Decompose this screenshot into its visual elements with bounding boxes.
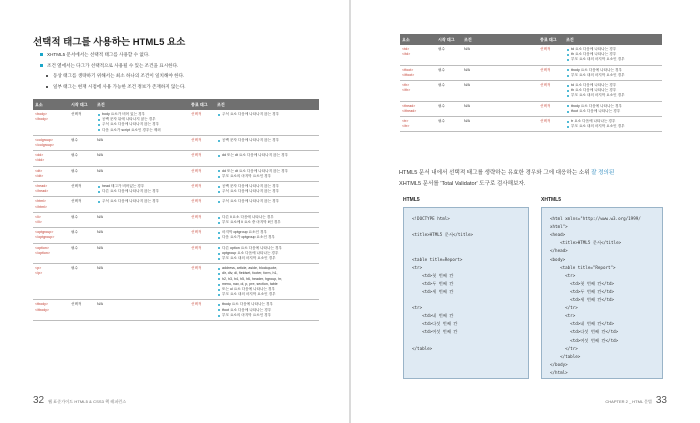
element-tag-text: <thead> — [402, 103, 416, 108]
end-tag-cell: 선택적 — [189, 166, 215, 181]
code-line: <table title=Report> — [412, 256, 463, 262]
condition-line: N/A — [97, 245, 103, 250]
start-tag-cell: 필수 — [69, 151, 95, 166]
end-tag-cell: 선택적 — [189, 264, 215, 300]
code-line: <td>세 번째 칸 — [412, 288, 454, 294]
condition-line: menu, nav, ol, p, pre, section, table — [217, 282, 317, 287]
left-page — [0, 0, 349, 423]
html5-label: HTML5 — [403, 197, 420, 203]
condition-line: 주석 요소 다음에 나타나지 않는 경우 — [217, 112, 317, 117]
condition-line: th 요소 다음에 나타나는 경우 — [566, 88, 660, 93]
end-condition-cell — [564, 81, 662, 102]
condition-line: 부모 요소 내의 마지막 요소인 경우 — [217, 292, 317, 297]
start-condition-cell — [462, 45, 538, 65]
start-condition-cell — [95, 151, 189, 166]
start-tag-cell: 선택적 — [69, 110, 95, 135]
condition-line: N/A — [464, 83, 470, 88]
table-row — [33, 228, 319, 243]
condition-line: 주석 요소 다음에 나타나지 않는 경우 — [217, 189, 317, 194]
element-tag-text: <tfoot> — [402, 67, 414, 72]
code-line: <html xmlns="http://www.w3.org/1999/ — [550, 216, 641, 221]
condition-line: dd 또는 dt 요소 다음에 나타나지 않는 경우 — [217, 153, 317, 158]
code-line: <td>네 번째 칸</td> — [550, 321, 615, 327]
optional-tags-table-continued — [400, 34, 662, 132]
table-row — [33, 135, 319, 150]
condition-line: 공백 문자 다음에 나타나지 않는 경우 — [217, 184, 317, 189]
code-line: </table> — [550, 353, 581, 359]
element-tag-text: </tfoot> — [402, 72, 415, 77]
element-tag-text: </li> — [35, 220, 42, 225]
table-header-cell: 조건 — [95, 99, 189, 110]
code-line: <td>네 번째 칸 — [412, 313, 454, 319]
condition-line: td 요소 다음에 나타나는 경우 — [566, 83, 660, 88]
page-footer-left — [33, 395, 126, 406]
start-condition-cell — [95, 228, 189, 243]
start-condition-cell — [95, 182, 189, 197]
condition-line: td 요소 다음에 나타나는 경우 — [566, 47, 660, 52]
code-line: <td>여섯 번째 칸</td> — [550, 337, 619, 343]
intro-bullet: 일부 태그는 현재 시점에 사용 가능한 조건 정보가 존재하지 않는다. — [46, 82, 330, 93]
start-condition-cell — [462, 101, 538, 116]
condition-line: N/A — [464, 119, 470, 124]
element-tag-text: </th> — [402, 88, 411, 93]
element-name-cell — [33, 182, 69, 197]
condition-line: 다른 li 요소 다음에 나타나는 경우 — [217, 215, 317, 220]
condition-line: tbody 요소 다음에 나타나는 경우 — [566, 104, 660, 109]
start-condition-cell — [95, 197, 189, 212]
element-name-cell — [33, 300, 69, 321]
code-line: </tr> — [550, 305, 578, 311]
intro-bullet: 조건 열에서는 다그가 선택적으로 사용될 수 있는 조건을 표시한다. — [40, 61, 330, 72]
end-tag-cell: 선택적 — [189, 135, 215, 150]
element-tag-text: </colgroup> — [35, 143, 54, 148]
intro-bullet: 동상 태그를 생략하기 위해서는 최소 하나의 조건이 일치해야 한다. — [46, 71, 330, 82]
element-tag-text: </td> — [402, 52, 411, 57]
end-condition-cell — [215, 135, 319, 150]
end-tag-cell: 선택적 — [538, 81, 564, 102]
end-condition-cell — [215, 300, 319, 321]
table-row — [33, 182, 319, 197]
end-tag-cell: 선택적 — [538, 101, 564, 116]
condition-line: 부모 요소의 마지막 요소인 경우 — [217, 313, 317, 318]
end-condition-cell — [564, 45, 662, 65]
condition-line: 부모 요소에 li 요소 중 마지막 li인 경우 — [217, 220, 317, 225]
table-row — [400, 65, 662, 80]
end-tag-cell: 선택적 — [189, 197, 215, 212]
table-header-cell: 요소 — [400, 34, 436, 45]
code-line: <tr> — [412, 305, 423, 311]
element-name-cell — [33, 151, 69, 166]
element-tag-text: <p> — [35, 266, 42, 271]
start-tag-cell: 선택적 — [69, 300, 95, 321]
start-condition-cell — [462, 117, 538, 132]
start-condition-cell — [95, 135, 189, 150]
code-line: <title>HTML5 문서</title> — [412, 232, 474, 238]
code-line: <title>HTML5 문서</title> — [550, 240, 622, 246]
condition-line: 주석 요소 다음에 나타나지 않는 경우 — [97, 122, 187, 127]
code-line: <!DOCTYPE html> — [412, 216, 450, 221]
condition-line: N/A — [97, 302, 103, 307]
element-tag-text: <optgroup> — [35, 230, 54, 235]
table-header-cell: 종료 태그 — [189, 99, 215, 110]
start-tag-cell: 필수 — [69, 166, 95, 181]
page-number: 33 — [655, 395, 667, 406]
condition-line: 다른 요소 다음에 나타나지 않는 경우 — [97, 189, 187, 194]
element-tag-text: </dd> — [35, 158, 45, 163]
code-line: </html> — [550, 369, 568, 375]
code-line: </head> — [550, 248, 568, 254]
table-row — [400, 101, 662, 116]
code-line: <td>첫 번째 칸 — [412, 272, 454, 278]
element-tag-text: <dt> — [35, 168, 43, 173]
start-tag-cell: 필수 — [436, 117, 462, 132]
condition-line: dir, div, dl, fieldset, footer, form, h1, — [217, 271, 317, 276]
condition-line: tbody 요소 다음에 나타나는 경우 — [217, 302, 317, 307]
element-name-cell — [400, 81, 436, 102]
chapter-label: CHAPTER 2 _ HTML 문법 — [605, 399, 652, 404]
condition-line: 공백 문자 다음에 나타나지 않는 경우 — [217, 138, 317, 143]
start-condition-cell — [462, 65, 538, 80]
code-line: <tr> — [550, 313, 576, 319]
table-header-cell: 시작 태그 — [436, 34, 462, 45]
code-line: <tr> — [550, 272, 576, 278]
code-line: <table title="Report"> — [550, 264, 616, 270]
end-tag-cell: 선택적 — [189, 151, 215, 166]
element-tag-text: <li> — [35, 214, 41, 219]
table-header-cell: 조건 — [564, 34, 662, 45]
end-tag-cell: 선택적 — [189, 300, 215, 321]
start-condition-cell — [95, 243, 189, 264]
end-condition-cell — [215, 212, 319, 227]
element-name-cell — [33, 212, 69, 227]
element-name-cell — [400, 117, 436, 132]
element-name-cell — [33, 243, 69, 264]
intro-bullet: XHTML5 문서에서는 선택적 태그를 사용할 수 없다. — [40, 50, 330, 61]
condition-line: h2, h3, h4, h5, h6, header, hgroup, hr, — [217, 277, 317, 282]
start-tag-cell: 필수 — [69, 243, 95, 264]
condition-line: N/A — [97, 168, 103, 173]
end-tag-cell: 선택적 — [538, 45, 564, 65]
element-tag-text: </dt> — [35, 173, 44, 178]
paragraph-line1: HTML5 문서 내에서 선택적 태그를 생략하는 유효한 경우와 그에 대응하는 소위 — [399, 170, 592, 176]
html5-code-block — [403, 207, 529, 379]
code-line: <td>두 번째 칸 — [412, 280, 454, 286]
paragraph-highlight: 잘 정의된 — [591, 170, 615, 176]
condition-line: N/A — [464, 67, 470, 72]
start-tag-cell: 선택적 — [69, 182, 95, 197]
end-tag-cell: 선택적 — [189, 110, 215, 135]
table-row — [400, 117, 662, 132]
condition-line: tfoot 요소 다음에 나타나는 경우 — [217, 308, 317, 313]
condition-line: tr 요소 다음에 나타나는 경우 — [566, 119, 660, 124]
table-row — [33, 110, 319, 135]
condition-line: 부모 요소 내의 마지막 요소인 경우 — [566, 73, 660, 78]
start-tag-cell: 필수 — [436, 65, 462, 80]
element-tag-text: </head> — [35, 189, 49, 194]
end-condition-cell — [215, 166, 319, 181]
start-tag-cell: 필수 — [69, 135, 95, 150]
element-tag-text: <html> — [35, 199, 46, 204]
start-condition-cell — [462, 81, 538, 102]
paragraph-line2: XHTML5 문서를 'Total Validator' 도구로 검사해보자. — [399, 181, 526, 187]
code-line: <td>다섯 번째 칸 — [412, 321, 458, 327]
end-tag-cell: 선택적 — [189, 243, 215, 264]
element-tag-text: <option> — [35, 245, 49, 250]
element-name-cell — [33, 264, 69, 300]
end-tag-cell: 선택적 — [189, 212, 215, 227]
condition-line: 부모 요소 내의 마지막 요소인 경우 — [566, 57, 660, 62]
end-condition-cell — [215, 228, 319, 243]
condition-line: optgroup 요소 다음에 나타나는 경우 — [217, 251, 317, 256]
condition-line: N/A — [97, 153, 103, 158]
element-name-cell — [33, 135, 69, 150]
start-condition-cell — [95, 212, 189, 227]
element-tag-text: </body> — [35, 117, 48, 122]
element-tag-text: <colgroup> — [35, 137, 53, 142]
table-header-cell: 요소 — [33, 99, 69, 110]
start-condition-cell — [95, 110, 189, 135]
end-tag-cell: 선택적 — [538, 65, 564, 80]
table-row — [400, 45, 662, 65]
condition-line: 부모 요소의 마지막 요소인 경우 — [217, 174, 317, 179]
condition-line: body 요소가 비어 있는 경우 — [97, 112, 187, 117]
element-tag-text: </option> — [35, 250, 50, 255]
condition-line: 부모 요소 내의 마지막 요소인 경우 — [566, 124, 660, 129]
element-tag-text: <th> — [402, 83, 410, 88]
condition-line: 다음 요소가 script 요소인 경우는 제외 — [97, 128, 187, 133]
code-line: </body> — [550, 361, 568, 367]
end-condition-cell — [215, 151, 319, 166]
element-tag-text: <head> — [35, 184, 48, 189]
start-tag-cell: 필수 — [436, 101, 462, 116]
end-condition-cell — [215, 182, 319, 197]
table-row — [33, 212, 319, 227]
element-tag-text: </p> — [35, 271, 43, 276]
code-line: xhtml"> — [550, 224, 568, 230]
start-condition-cell — [95, 166, 189, 181]
condition-line: tfoot 요소 다음에 나타나는 경우 — [566, 109, 660, 114]
code-line: <td>여섯 번째 칸 — [412, 329, 458, 335]
end-condition-cell — [215, 110, 319, 135]
condition-line: head 태그가 비어있는 경우 — [97, 184, 187, 189]
condition-line: N/A — [97, 137, 103, 142]
element-tag-text: <dd> — [35, 153, 44, 158]
code-line: <td>첫 번째 칸</td> — [550, 280, 615, 286]
page-number: 32 — [33, 395, 45, 406]
end-condition-cell — [215, 243, 319, 264]
right-page — [351, 0, 700, 423]
code-line: <td>세 번째 칸</td> — [550, 297, 615, 302]
element-tag-text: <body> — [35, 112, 47, 116]
start-condition-cell — [95, 300, 189, 321]
start-tag-cell: 선택적 — [69, 197, 95, 212]
end-condition-cell — [215, 264, 319, 300]
end-condition-cell — [564, 101, 662, 116]
start-tag-cell: 필수 — [69, 228, 95, 243]
condition-line: N/A — [464, 103, 470, 108]
start-condition-cell — [95, 264, 189, 300]
element-tag-text: </tbody> — [35, 307, 49, 312]
end-tag-cell: 선택적 — [189, 228, 215, 243]
condition-line: 마지막 optgroup 요소인 경우 — [217, 230, 317, 235]
condition-line: tbody 요소 다음에 나타나는 경우 — [566, 68, 660, 73]
xhtml5-label: XHTML5 — [541, 197, 561, 203]
end-condition-cell — [564, 65, 662, 80]
end-condition-cell — [215, 197, 319, 212]
condition-line: N/A — [97, 230, 103, 235]
element-name-cell — [33, 197, 69, 212]
table-row — [33, 264, 319, 300]
end-tag-cell: 선택적 — [189, 182, 215, 197]
table-header-cell: 종료 태그 — [538, 34, 564, 45]
page-footer-right — [605, 395, 667, 406]
condition-line: 다른 option 요소 다음에 나타나는 경우 — [217, 246, 317, 251]
element-name-cell — [33, 228, 69, 243]
condition-line: address, article, aside, blockquote, — [217, 266, 317, 271]
code-line: </tr> — [550, 345, 578, 351]
comparison-paragraph — [399, 168, 659, 190]
condition-line: th 요소 다음에 나타나는 경우 — [566, 52, 660, 57]
start-tag-cell: 필수 — [69, 212, 95, 227]
element-name-cell — [33, 166, 69, 181]
element-name-cell — [400, 45, 436, 65]
code-line: </table> — [412, 345, 433, 351]
code-line: <td>두 번째 칸</td> — [550, 288, 615, 294]
element-tag-text: <tbody> — [35, 302, 48, 307]
element-tag-text: <td> — [402, 47, 410, 51]
condition-line: dd 또는 dt 요소 다음에 나타나지 않는 경우 — [217, 169, 317, 174]
table-header-cell: 조건 — [462, 34, 538, 45]
element-tag-text: <tr> — [402, 119, 409, 124]
table-row — [400, 81, 662, 102]
start-tag-cell: 필수 — [69, 264, 95, 300]
condition-line: N/A — [464, 47, 470, 51]
table-row — [33, 300, 319, 321]
element-name-cell — [400, 101, 436, 116]
table-row — [33, 151, 319, 166]
code-line: <body> — [550, 256, 566, 262]
element-tag-text: </tr> — [402, 124, 410, 129]
element-tag-text: </thead> — [402, 108, 417, 113]
code-line: <tr> — [412, 264, 423, 270]
condition-line: 주석 요소 다음에 나타나지 않는 경우 — [217, 199, 317, 204]
table-header-cell: 조건 — [215, 99, 319, 110]
table-row — [33, 197, 319, 212]
element-tag-text: </optgroup> — [35, 235, 55, 240]
start-tag-cell: 필수 — [436, 45, 462, 65]
condition-line: N/A — [97, 266, 103, 271]
condition-line: 부모 요소 내의 마지막 요소인 경우 — [217, 256, 317, 261]
intro-bullet-list — [40, 50, 330, 92]
condition-line: N/A — [97, 214, 103, 219]
end-condition-cell — [564, 117, 662, 132]
start-tag-cell: 필수 — [436, 81, 462, 102]
condition-line: 다음 요소가 optgroup 요소인 경우 — [217, 235, 317, 240]
element-name-cell — [33, 110, 69, 135]
code-line: <head> — [550, 232, 566, 238]
end-tag-cell: 선택적 — [538, 117, 564, 132]
code-line: <td>다섯 번째 칸</td> — [550, 329, 619, 335]
table-header-cell: 시작 태그 — [69, 99, 95, 110]
condition-line: 또는 ul 요소 다음에 나타나는 경우 — [217, 287, 317, 292]
element-tag-text: </html> — [35, 204, 47, 209]
table-row — [33, 243, 319, 264]
condition-line: 주석 요소 다음에 나타나지 않는 경우 — [97, 199, 187, 204]
table-row — [33, 166, 319, 181]
xhtml5-code-block — [541, 207, 663, 379]
element-name-cell — [400, 65, 436, 80]
condition-line: 부모 요소 내의 마지막 요소인 경우 — [566, 93, 660, 98]
book-title: 웹 표준가이드 HTML5 & CSS3 핵 레퍼런스 — [48, 399, 127, 404]
optional-tags-table — [33, 99, 319, 321]
condition-line: 공백 문자 뒤에 나타나지 않는 경우 — [97, 117, 187, 122]
page-title: 선택적 태그를 사용하는 HTML5 요소 — [33, 37, 186, 48]
